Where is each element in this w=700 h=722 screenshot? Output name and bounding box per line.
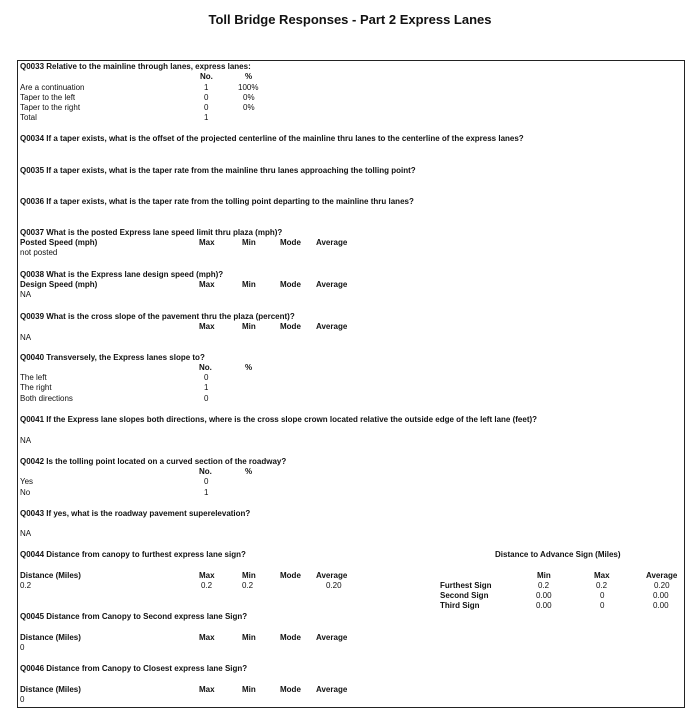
q46-max-header: Max xyxy=(199,685,215,694)
advance-row-label: Third Sign xyxy=(440,601,480,610)
q42-no-header: No. xyxy=(199,467,212,476)
q39-mode-header: Mode xyxy=(280,322,301,331)
q37-question: Q0037 What is the posted Express lane speed limit thru plaza (mph)? xyxy=(20,228,283,237)
q33-row-label: Taper to the right xyxy=(20,103,81,112)
q40-pct-header: % xyxy=(245,363,253,372)
q44-question: Q0044 Distance from canopy to furthest express lane sign? xyxy=(20,550,246,559)
advance-row-max: 0 xyxy=(600,591,605,600)
advance-row-avg: 0.00 xyxy=(653,601,669,610)
q46-avg-header: Average xyxy=(316,685,348,694)
q44-max-header: Max xyxy=(199,571,215,580)
q39-max-header: Max xyxy=(199,322,215,331)
q46-label: Distance (Miles) xyxy=(20,685,81,694)
q42-pct-header: % xyxy=(245,467,253,476)
q39-value: NA xyxy=(20,333,32,342)
q40-question: Q0040 Transversely, the Express lanes slope to? xyxy=(20,353,205,362)
q38-avg-header: Average xyxy=(316,280,348,289)
q33-row-pct: 0% xyxy=(243,93,255,102)
q44-min: 0.2 xyxy=(242,581,254,590)
q44-max: 0.2 xyxy=(201,581,213,590)
q37-max-header: Max xyxy=(199,238,215,247)
q33-row-label: Taper to the left xyxy=(20,93,76,102)
q43-value: NA xyxy=(20,529,32,538)
q38-question: Q0038 What is the Express lane design speed (mph)? xyxy=(20,270,224,279)
advance-min-header: Min xyxy=(537,571,551,580)
q37-mode-header: Mode xyxy=(280,238,301,247)
advance-row-min: 0.00 xyxy=(536,591,552,600)
q46-question: Q0046 Distance from Canopy to Closest express lane Sign? xyxy=(20,664,248,673)
q45-label: Distance (Miles) xyxy=(20,633,81,642)
q46-min-header: Min xyxy=(242,685,256,694)
advance-max-header: Max xyxy=(594,571,610,580)
q33-pct-header: % xyxy=(245,72,253,81)
q41-question: Q0041 If the Express lane slopes both directions, where is the cross slope crown located relative the outside edge of the left lane (feet)? xyxy=(20,415,538,424)
advance-row-max: 0.2 xyxy=(596,581,608,590)
q33-row-label: Total xyxy=(20,113,37,122)
q38-mode-header: Mode xyxy=(280,280,301,289)
q45-avg-header: Average xyxy=(316,633,348,642)
q40-row-label: The right xyxy=(20,383,52,392)
page-title: Toll Bridge Responses - Part 2 Express Lanes xyxy=(208,12,492,27)
q44-mode-header: Mode xyxy=(280,571,301,580)
advance-row-min: 0.2 xyxy=(538,581,550,590)
q37-value: not posted xyxy=(20,248,58,257)
q37-min-header: Min xyxy=(242,238,256,247)
q40-row-no: 1 xyxy=(204,383,209,392)
q42-row-no: 0 xyxy=(204,477,209,486)
q36-question: Q0036 If a taper exists, what is the taper rate from the tolling point departing to the mainline thru lanes? xyxy=(20,197,414,206)
q44-label: Distance (Miles) xyxy=(20,571,81,580)
q39-avg-header: Average xyxy=(316,322,348,331)
q44-min-header: Min xyxy=(242,571,256,580)
q42-row-label: No xyxy=(20,488,31,497)
q33-row-no: 1 xyxy=(204,83,209,92)
q45-value: 0 xyxy=(20,643,25,652)
advance-avg-header: Average xyxy=(646,571,678,580)
advance-row-label: Second Sign xyxy=(440,591,489,600)
q33-no-header: No. xyxy=(200,72,213,81)
q37-avg-header: Average xyxy=(316,238,348,247)
q37-label: Posted Speed (mph) xyxy=(20,238,98,247)
q41-value: NA xyxy=(20,436,32,445)
q40-row-no: 0 xyxy=(204,394,209,403)
advance-row-avg: 0.20 xyxy=(654,581,670,590)
advance-row-avg: 0.00 xyxy=(653,591,669,600)
q39-question: Q0039 What is the cross slope of the pavement thru the plaza (percent)? xyxy=(20,312,295,321)
advance-row-max: 0 xyxy=(600,601,605,610)
q44-value: 0.2 xyxy=(20,581,32,590)
q40-row-label: The left xyxy=(20,373,47,382)
q42-question: Q0042 Is the tolling point located on a curved section of the roadway? xyxy=(20,457,287,466)
q46-value: 0 xyxy=(20,695,25,704)
q33-row-label: Are a continuation xyxy=(20,83,85,92)
advance-title: Distance to Advance Sign (Miles) xyxy=(495,550,621,559)
q40-no-header: No. xyxy=(199,363,212,372)
q38-max-header: Max xyxy=(199,280,215,289)
q45-min-header: Min xyxy=(242,633,256,642)
q33-row-pct: 100% xyxy=(238,83,259,92)
q44-avg: 0.20 xyxy=(326,581,342,590)
q45-mode-header: Mode xyxy=(280,633,301,642)
q38-value: NA xyxy=(20,290,32,299)
q40-row-label: Both directions xyxy=(20,394,73,403)
q42-row-no: 1 xyxy=(204,488,209,497)
q33-row-no: 0 xyxy=(204,103,209,112)
q44-avg-header: Average xyxy=(316,571,348,580)
q33-question: Q0033 Relative to the mainline through lanes, express lanes: xyxy=(20,62,251,71)
q45-question: Q0045 Distance from Canopy to Second express lane Sign? xyxy=(20,612,248,621)
q38-min-header: Min xyxy=(242,280,256,289)
q38-label: Design Speed (mph) xyxy=(20,280,98,289)
advance-row-label: Furthest Sign xyxy=(440,581,492,590)
q35-question: Q0035 If a taper exists, what is the taper rate from the mainline thru lanes approaching the tolling point? xyxy=(20,166,416,175)
q39-min-header: Min xyxy=(242,322,256,331)
q34-question: Q0034 If a taper exists, what is the offset of the projected centerline of the mainline thru lanes to the centerline of the express lanes? xyxy=(20,134,524,143)
report-frame xyxy=(17,60,685,708)
q43-question: Q0043 If yes, what is the roadway pavement superelevation? xyxy=(20,509,251,518)
q33-row-pct: 0% xyxy=(243,103,255,112)
q33-row-no: 0 xyxy=(204,93,209,102)
advance-row-min: 0.00 xyxy=(536,601,552,610)
q40-row-no: 0 xyxy=(204,373,209,382)
q33-row-no: 1 xyxy=(204,113,209,122)
q42-row-label: Yes xyxy=(20,477,34,486)
q46-mode-header: Mode xyxy=(280,685,301,694)
q45-max-header: Max xyxy=(199,633,215,642)
